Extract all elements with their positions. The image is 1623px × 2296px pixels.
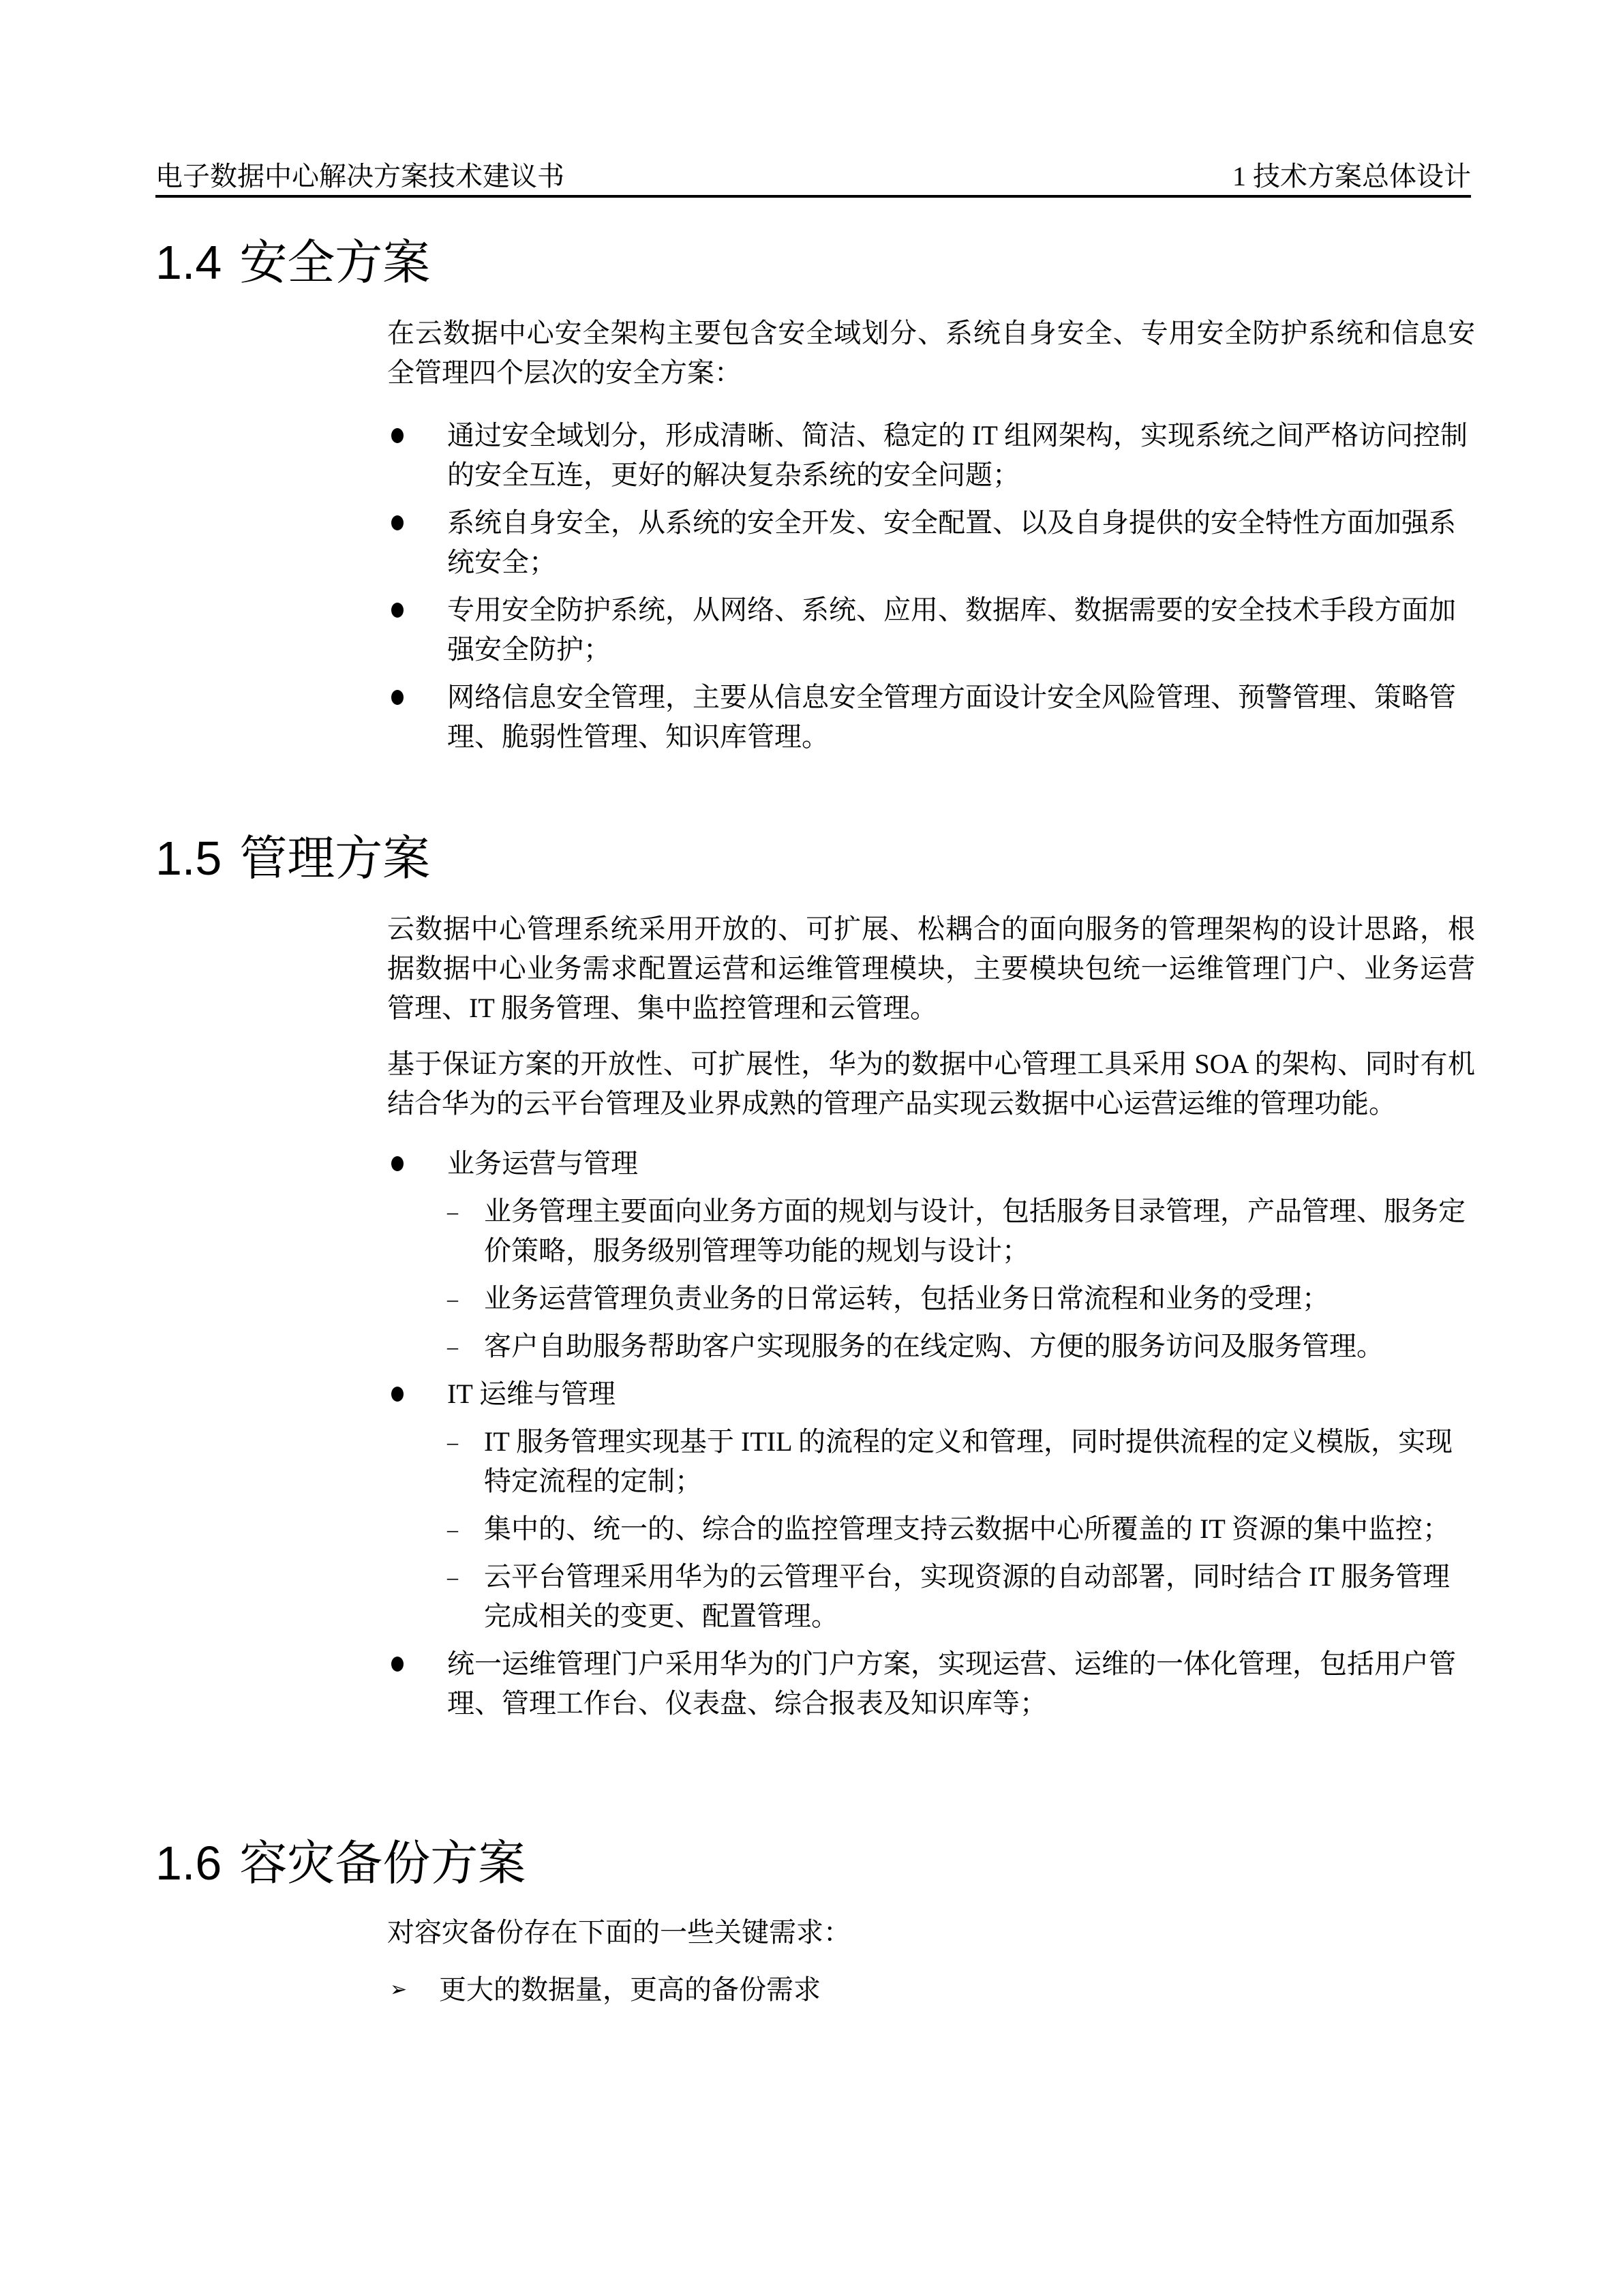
- bullet-dot-icon: [391, 515, 404, 530]
- section-number: 1.6: [155, 1837, 222, 1890]
- bullet-item: IT 运维与管理: [387, 1374, 1475, 1414]
- section-body-1-4: [387, 314, 1475, 757]
- bullet-dot-icon: [391, 428, 404, 443]
- bullet-dot-icon: [391, 690, 404, 705]
- bullet-dot-icon: [391, 1657, 404, 1672]
- sub-item: – 业务管理主要面向业务方面的规划与设计，包括服务目录管理，产品管理、服务定价策略，服务级别管理等功能的规划与设计；: [387, 1192, 1475, 1271]
- intro-paragraph: 对容灾备份存在下面的一些关键需求：: [387, 1917, 851, 1948]
- dash-icon: –: [447, 1334, 458, 1359]
- bullet-item: 业务运营与管理: [387, 1144, 1475, 1183]
- paragraph: 云数据中心管理系统采用开放的、可扩展、松耦合的面向服务的管理架构的设计思路，根据数据中心业务需求配置运营和运维管理模块，主要模块包统一运维管理门户、业务运营管理、IT 服务管理、集中监控管理和云管理。: [387, 913, 1475, 1023]
- section-heading-1-5: [155, 828, 430, 889]
- dash-icon: –: [447, 1565, 458, 1589]
- section-heading-1-4: [155, 232, 430, 293]
- dash-icon: –: [447, 1286, 458, 1311]
- dash-icon: –: [447, 1199, 458, 1224]
- bullet-item: 系统自身安全，从系统的安全开发、安全配置、以及自身提供的安全特性方面加强系统安全；: [387, 503, 1475, 582]
- bullet-dot-icon: [391, 1387, 404, 1402]
- bullet-item: 统一运维管理门户采用华为的门户方案，实现运营、运维的一体化管理，包括用户管理、管理工作台、仪表盘、综合报表及知识库等；: [387, 1644, 1475, 1723]
- document-title: 电子数据中心解决方案技术建议书: [155, 161, 564, 192]
- sub-item: – 业务运营管理负责业务的日常运转，包括业务日常流程和业务的受理；: [387, 1279, 1475, 1318]
- arrow-bullet-icon: ➢: [390, 1978, 408, 2001]
- dash-icon: –: [447, 1517, 458, 1541]
- arrow-item: ➢ 更大的数据量，更高的备份需求: [387, 1970, 1475, 2010]
- sub-item: – IT 服务管理实现基于 ITIL 的流程的定义和管理，同时提供流程的定义模版，实现特定流程的定制；: [387, 1422, 1475, 1501]
- section-body-1-6: [387, 1913, 1475, 2010]
- section-title: 安全方案: [239, 236, 431, 289]
- sub-item: – 集中的、统一的、综合的监控管理支持云数据中心所覆盖的 IT 资源的集中监控；: [387, 1509, 1475, 1549]
- section-heading-1-6: [155, 1832, 526, 1894]
- bullet-item: 通过安全域划分，形成清晰、简洁、稳定的 IT 组网架构，实现系统之间严格访问控制的安全互连，更好的解决复杂系统的安全问题；: [387, 416, 1475, 495]
- bullet-item: 网络信息安全管理，主要从信息安全管理方面设计安全风险管理、预警管理、策略管理、脆弱性管理、知识库管理。: [387, 678, 1475, 757]
- chapter-title: 1 技术方案总体设计: [1232, 161, 1471, 192]
- bullet-dot-icon: [391, 1156, 404, 1171]
- section-number: 1.5: [155, 832, 222, 885]
- bullet-item: 专用安全防护系统，从网络、系统、应用、数据库、数据需要的安全技术手段方面加强安全防护；: [387, 590, 1475, 669]
- section-number: 1.4: [155, 236, 222, 289]
- section-body-1-5: [387, 909, 1475, 1723]
- bullet-dot-icon: [391, 603, 404, 618]
- intro-paragraph: 在云数据中心安全架构主要包含安全域划分、系统自身安全、专用安全防护系统和信息安全管理四个层次的安全方案：: [387, 318, 1475, 388]
- section-title: 管理方案: [239, 832, 431, 885]
- dash-icon: –: [447, 1430, 458, 1454]
- page-header: [155, 158, 1471, 198]
- sub-item: – 云平台管理采用华为的云管理平台，实现资源的自动部署，同时结合 IT 服务管理完成相关的变更、配置管理。: [387, 1557, 1475, 1636]
- section-title: 容灾备份方案: [239, 1837, 526, 1890]
- paragraph: 基于保证方案的开放性、可扩展性，华为的数据中心管理工具采用 SOA 的架构、同时有机结合华为的云平台管理及业界成熟的管理产品实现云数据中心运营运维的管理功能。: [387, 1048, 1475, 1119]
- sub-item: – 客户自助服务帮助客户实现服务的在线定购、方便的服务访问及服务管理。: [387, 1327, 1475, 1366]
